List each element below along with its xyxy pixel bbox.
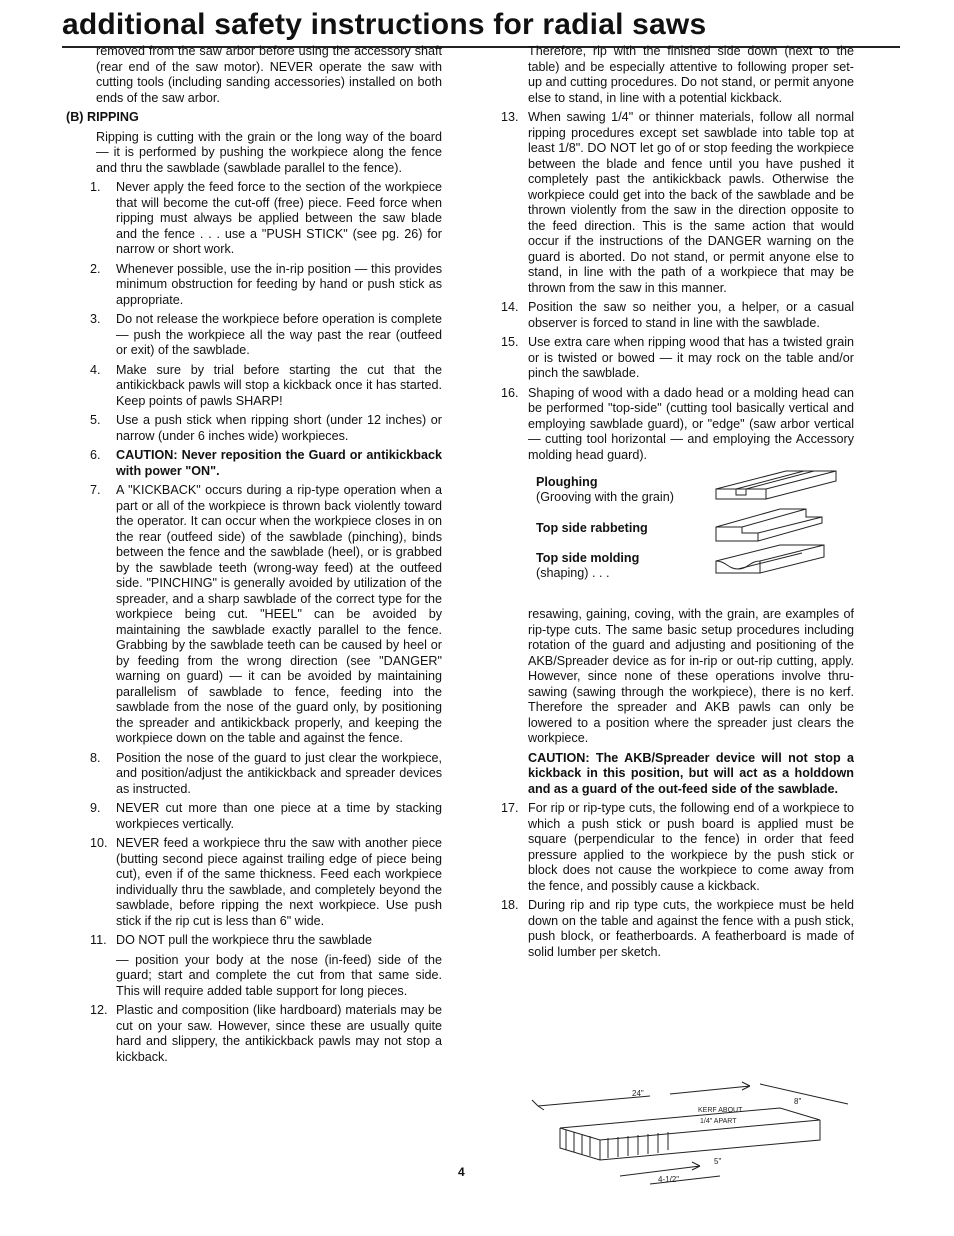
numbered-item (90, 483, 442, 747)
item-number: 15. (501, 335, 519, 349)
ploughing-board-illustration (716, 471, 836, 499)
numbered-item (501, 385, 854, 464)
ploughing-sublabel: (Grooving with the grain) (536, 490, 674, 504)
rabbeting-board-illustration (716, 509, 822, 541)
numbered-item (501, 300, 854, 331)
kerf-label-line2: 1/4" APART (700, 1118, 737, 1125)
numbered-item (90, 362, 442, 410)
ripping-intro-paragraph: Ripping is cutting with the grain or the long way of the board — it is performed by pushing the workpiece along the fence and thru the sawblade (sawblade parallel to the fence). (96, 129, 442, 175)
item-text: Plastic and composition (like hardboard) materials may be cut on your saw. However, since these are usually quite hard and slippery, the antikickback pawls may not stop a kickback. (116, 1003, 442, 1064)
dim-label-24: 24" (632, 1089, 644, 1098)
item-number: 5. (90, 413, 101, 427)
dim-label-5: 5" (714, 1157, 722, 1166)
ploughing-label: Ploughing (536, 475, 598, 489)
item-text: Never apply the feed force to the section of the workpiece that will become the cut-off (free) piece. Feed force when ripping must always be applied between the saw blade and the fence . . . use a "PUSH STICK" (see pg. 26) for narrow or short work. (116, 180, 442, 256)
numbered-item (90, 413, 442, 444)
featherboard-top-face (560, 1108, 820, 1140)
item-text: CAUTION: Never reposition the Guard or antikickback with power "ON". (116, 448, 442, 478)
numbered-item (90, 261, 442, 309)
right-intro-paragraph: Therefore, rip with the finished side down (next to the table) and be especially attentive to following proper set-up and cutting procedures. Do not stand, or permit anyone else to stand, in line with a potential kickback. (528, 44, 854, 105)
numbered-item (90, 933, 442, 949)
numbered-item (90, 448, 442, 479)
item-text: During rip and rip type cuts, the workpiece must be held down on the table and against the fence with a push stick, push block, or featherboards. A featherboard is made of solid lumber per sketch. (528, 898, 854, 959)
caution-paragraph: CAUTION: The AKB/Spreader device will not stop a kickback in this position, but will act as a holddown and as a guard of the out-feed side of the sawblade. (528, 750, 854, 796)
kerf-label-line1: KERF ABOUT (698, 1107, 743, 1114)
item-number: 16. (501, 385, 519, 400)
item-number: 17. (501, 801, 519, 815)
numbered-item (501, 801, 854, 894)
ripping-heading: (B) RIPPING (66, 110, 139, 124)
numbered-item (501, 335, 854, 382)
item-text: DO NOT pull the workpiece thru the sawblade (116, 933, 372, 947)
numbered-item (501, 110, 854, 296)
item-number: 18. (501, 898, 519, 912)
item-number: 9. (90, 801, 101, 815)
molding-label-group (536, 551, 639, 581)
item-text: Position the nose of the guard to just clear the workpiece, and position/adjust the antikickback and spreader devices as instructed. (116, 750, 442, 796)
shaping-cut-illustrations (714, 469, 844, 599)
left-intro-paragraph: removed from the saw arbor before using the accessory shaft (rear end of the saw motor). NEVER operate the saw with cutting tools (including sanding accessories) installed on both ends of the saw arbor. (96, 44, 442, 105)
page-number: 4 (458, 1165, 465, 1179)
dimension-line-5 (620, 1162, 700, 1176)
dimension-line-8 (760, 1084, 848, 1104)
numbered-item (501, 898, 854, 960)
item-text: Make sure by trial before starting the cut that the antikickback pawls will stop a kickback once it has started. Keep points of pawls SHARP! (116, 362, 442, 408)
right-column (501, 44, 854, 964)
dim-label-4half: 4-1/2" (658, 1175, 680, 1184)
item-text: Use a push stick when ripping short (under 12 inches) or narrow (under 6 inches wide) workpieces. (116, 413, 442, 443)
featherboard-sketch (530, 1078, 850, 1188)
item-number: 6. (90, 448, 101, 462)
item-number: 7. (90, 483, 101, 497)
item-number: 13. (501, 110, 519, 124)
item-number: 10. (90, 836, 108, 850)
item-number: 8. (90, 750, 101, 765)
right-numbered-list-b (501, 801, 854, 960)
numbered-item (96, 953, 442, 1000)
left-numbered-list (90, 180, 442, 1065)
page-title: additional safety instructions for radial saws (62, 8, 707, 41)
molding-board-illustration (716, 545, 824, 573)
numbered-item (90, 1003, 442, 1065)
item-text: Use extra care when ripping wood that has a twisted grain or is twisted or bowed — it may rock on the table and/or pinch the sawblade. (528, 335, 854, 380)
item-text: A "KICKBACK" occurs during a rip-type operation when a part or all of the workpiece is thrown back violently toward the operator. It can occur when the workpiece closes in on the rear (outfeed side) of the sawblade (pinching), binds between the fence and the sawblade (heel), or is grabbed by the sawblade teeth (wrong-way feed) at the outfeed side. "PINCHING" is generally avoided by utilization of the spreader, and a sharp sawblade of the correct type for the workpiece being cut. "HEEL" can be avoided by maintaining the sawblade exactly parallel to the fence. Grabbing by the sawblade teeth can be caused by heel or by feeding from the wrong direction (see "DANGER" warning on guard) — it can be avoided by maintaining parallelism of sawblade to fence, feeding into the sawblade from the nose of the guard only, by positioning the spreader and antikickback properly, and keeping the workpiece down on the table and against the fence. (116, 483, 442, 745)
numbered-item (90, 801, 442, 832)
shaping-diagrams (536, 469, 854, 599)
left-column (66, 44, 442, 1069)
item-number: 4. (90, 362, 101, 377)
item-number: 11. (90, 933, 107, 947)
ploughing-label-group (536, 475, 674, 505)
item-text: When sawing 1/4" or thinner materials, follow all normal ripping procedures except set sawblade into table top at least 1/8". DO NOT let go of or stop feeding the workpiece between the blade and fence until you have pushed it completely past the antikickback pawls. Otherwise the workpiece could get into the back of the sawblade and be thrown violently from the saw in the direction opposite to the feed direction. This is the same action that would occur if the instructions of the DANGER warning on the guard is aborted. Do not stand, or permit anyone else to stand, in line with the path of a workpiece that may be thrown from the saw in this manner. (528, 110, 854, 295)
item-number: 14. (501, 300, 519, 314)
item-number: 12. (90, 1003, 108, 1017)
item-text: For rip or rip-type cuts, the following end of a workpiece to which a push stick or push board is applied must be square (perpendicular to the fence) in order that feed pressure applied to the workpiece by the push stick or block does not cause the workpiece to come away from the fence, and possibly cause a kickback. (528, 801, 854, 893)
item-number: 2. (90, 261, 101, 276)
item-text: Shaping of wood with a dado head or a molding head can be performed "top-side" (cutting tool basically vertical and employing sawblade guard), or "edge" (saw arbor vertical — cutting tool horizontal — and employing the Accessory molding head guard). (528, 385, 854, 462)
item-text: NEVER cut more than one piece at a time by stacking workpieces vertically. (116, 801, 442, 831)
numbered-item (90, 836, 442, 929)
resawing-paragraph: resawing, gaining, coving, with the grain, are examples of rip-type cuts. The same basic setup procedures including rotation of the guard and adjusting and positioning of the AKB/Spreader device as for in-rip or out-rip cutting, apply. However, since none of these operations involve thru-sawing (sawing through the workpiece), there is no kerf. Therefore the spreader and AKB pawls can only be lowered to a position where the spreader just clears the workpiece. (528, 607, 854, 745)
item-text: Position the saw so neither you, a helper, or a casual observer is forced to stand in line with the sawblade. (528, 300, 854, 330)
right-numbered-list-a (501, 110, 854, 463)
rabbeting-label-group (536, 521, 648, 536)
dim-label-8: 8" (794, 1097, 802, 1106)
item-text: — position your body at the nose (in-feed) side of the guard; start and complete the cut from that same side. This will require added table support for long pieces. (116, 952, 442, 998)
rabbeting-label: Top side rabbeting (536, 521, 648, 535)
item-number: 1. (90, 180, 101, 194)
molding-sublabel: (shaping) . . . (536, 566, 610, 580)
item-number: 3. (90, 312, 101, 326)
numbered-item (90, 750, 442, 798)
numbered-item (90, 180, 442, 258)
numbered-item (90, 312, 442, 359)
item-text: NEVER feed a workpiece thru the saw with another piece (butting second piece against trailing edge of piece being cut), even if of the same thickness. Feed each workpiece individually thru the sawblade, and completely beyond the sawblade, before ripping the next workpiece. Use push stick if the rip cut is less than 6" wide. (116, 836, 442, 928)
molding-label: Top side molding (536, 551, 640, 565)
item-text: Do not release the workpiece before operation is complete — push the workpiece all the way past the rear (outfeed or exit) of the sawblade. (116, 312, 442, 357)
item-text: Whenever possible, use the in-rip position — this provides minimum obstruction for feeding by hand or push stick as appropriate. (116, 261, 442, 307)
